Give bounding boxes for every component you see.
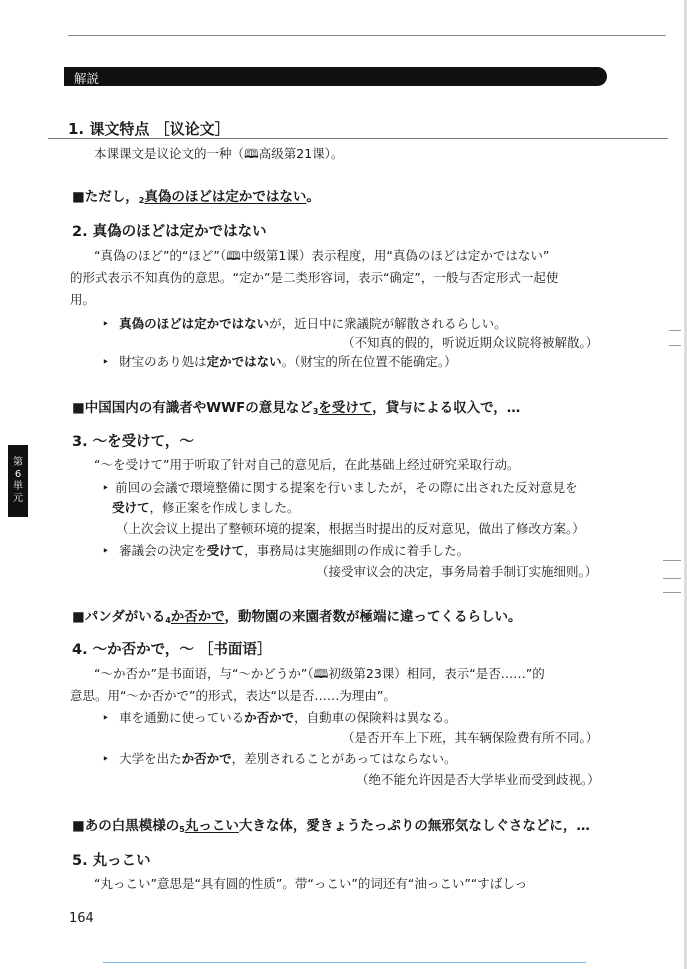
- heading-b-post: ，貸与による収入で，…: [372, 400, 521, 416]
- section4-example1-translation: （是否开车上下班，其车辆保险费有所不同。）: [342, 730, 599, 745]
- side-tab-char: 6: [14, 469, 22, 480]
- scan-mark: [663, 592, 681, 593]
- heading-c-pre: ■パンダがいる: [72, 609, 166, 625]
- section4-example1: [102, 708, 457, 726]
- heading-d: [72, 814, 590, 834]
- example-rest: ，差別されることがあってはならない。: [231, 751, 457, 766]
- section4-title: 4. ～か否かで，～ ［书面语］: [72, 642, 272, 658]
- top-rule: [68, 35, 666, 36]
- section5-title: 5. 丸っこい: [72, 853, 151, 869]
- heading-d-sub: 5: [179, 825, 185, 834]
- header-banner: [64, 67, 607, 86]
- section2-body-line1: “真偽のほど”的“ほど”（🕮中级第1课）表示程度，用“真偽のほどは定かではない”: [94, 248, 550, 263]
- section4-example2-translation: （绝不能允许因是否大学毕业而受到歧视。）: [356, 772, 600, 787]
- scan-mark: [663, 560, 681, 561]
- heading-d-pre: ■あの白黒模様の: [72, 818, 180, 834]
- section4-example2: [102, 749, 456, 767]
- example-start: 車を通勤に使っている: [119, 710, 245, 725]
- heading-c-sub: 4: [165, 616, 171, 625]
- section3-body-line1: “～を受けて”用于听取了针对自己的意见后，在此基础上经过研究采取行动。: [94, 457, 520, 472]
- section3-example1-translation: （上次会议上提出了整顿环境的提案，根据当时提出的反对意见，做出了修改方案。）: [116, 521, 585, 536]
- section3-example2-translation: （接受审议会的决定，事务局着手制订实施细则。）: [316, 564, 598, 579]
- section1-title: 1. 课文特点 ［议论文］: [68, 120, 230, 138]
- heading-a-post: 。: [306, 189, 320, 205]
- heading-d-main: 丸っこい: [184, 818, 239, 834]
- bottom-rule: [103, 962, 586, 963]
- heading-c-main: か否かで: [170, 609, 225, 625]
- example-rest: 。（财宝的所在位置不能确定。）: [281, 354, 457, 369]
- example-rest: が，近日中に衆議院が解散されるらしい。: [269, 316, 507, 331]
- section3-example2: [102, 541, 469, 559]
- section1-rule: [48, 138, 668, 139]
- scan-mark: [663, 578, 681, 579]
- example-rest: ，自動車の保険料は異なる。: [294, 710, 457, 725]
- example-rest: ，修正案を作成しました。: [149, 500, 300, 515]
- example-bold: 受けて: [206, 543, 245, 558]
- example-rest: ，事務局は実施細則の作成に着手した。: [244, 543, 470, 558]
- page-number: 164: [69, 911, 94, 926]
- section5-body-line1: “丸っこい”意思是“具有圆的性质”。带“っこい”的词还有“油っこい”“すばしっ: [94, 876, 528, 891]
- header-title: 解説: [74, 71, 100, 86]
- heading-b: [72, 396, 520, 416]
- scan-mark: [669, 345, 681, 346]
- section2-title: 2. 真偽のほどは定かではない: [72, 224, 267, 240]
- example-start: 審議会の決定を: [119, 543, 207, 558]
- example-start: 財宝のあり処は: [119, 354, 207, 369]
- section3-example1-line2: [112, 498, 300, 516]
- example-bold: 定かではない: [206, 354, 282, 369]
- section4-body-line1: “～か否か”是书面语，与“～かどうか”（🕮初级第23课）相同，表示“是否……”的: [94, 666, 545, 681]
- side-tab-char: 単: [13, 481, 23, 492]
- section2-example2: [102, 352, 457, 370]
- side-tab-char: 元: [13, 493, 23, 504]
- section4-body-line2: 意思。用“～か否かで”的形式，表达“以是否……为理由”。: [70, 688, 396, 703]
- heading-b-main: を受けて: [318, 400, 373, 416]
- heading-a-main: 真偽のほどは定かではない: [144, 189, 307, 205]
- heading-d-post: 大きな体，愛きょうたっぷりの無邪気なしぐさなどに，…: [238, 818, 590, 834]
- section2-body-line2: 的形式表示不知真伪的意思。“定か”是二类形容词，表示“确定”，一般与否定形式一起使: [70, 270, 559, 285]
- section1-body: 本课课文是议论文的一种（🕮高级第21课）。: [94, 146, 344, 161]
- heading-c: [72, 605, 522, 625]
- scan-mark: [669, 330, 681, 331]
- heading-b-pre: ■中国国内の有識者やWWFの意見など: [72, 400, 313, 416]
- section3-title: 3. ～を受けて，～: [72, 434, 194, 450]
- section3-example1-line1: ‣ 前回の会議で環境整備に関する提案を行いましたが，その際に出された反対意見を: [102, 478, 578, 496]
- section2-example1-translation: （不知真的假的，听说近期众议院将被解散。）: [342, 335, 599, 350]
- example-bold: か否かで: [181, 751, 232, 766]
- example-bold: か否かで: [244, 710, 295, 725]
- example-bold: 受けて: [112, 500, 150, 515]
- heading-a: [72, 185, 320, 205]
- example-bold: 真偽のほどは定かではない: [119, 316, 270, 331]
- heading-b-sub: 3: [312, 407, 319, 416]
- section2-example1: [102, 314, 507, 332]
- side-tab-char: 第: [13, 457, 23, 468]
- heading-c-post: ，動物園の来園者数が極端に違ってくるらしい。: [224, 609, 522, 625]
- heading-a-pre: ■ただし，: [72, 189, 139, 205]
- section2-body-line3: 用。: [70, 292, 96, 307]
- example-start: 大学を出た: [119, 751, 182, 766]
- heading-a-sub: 2: [138, 196, 145, 205]
- unit-side-tab: [8, 445, 28, 517]
